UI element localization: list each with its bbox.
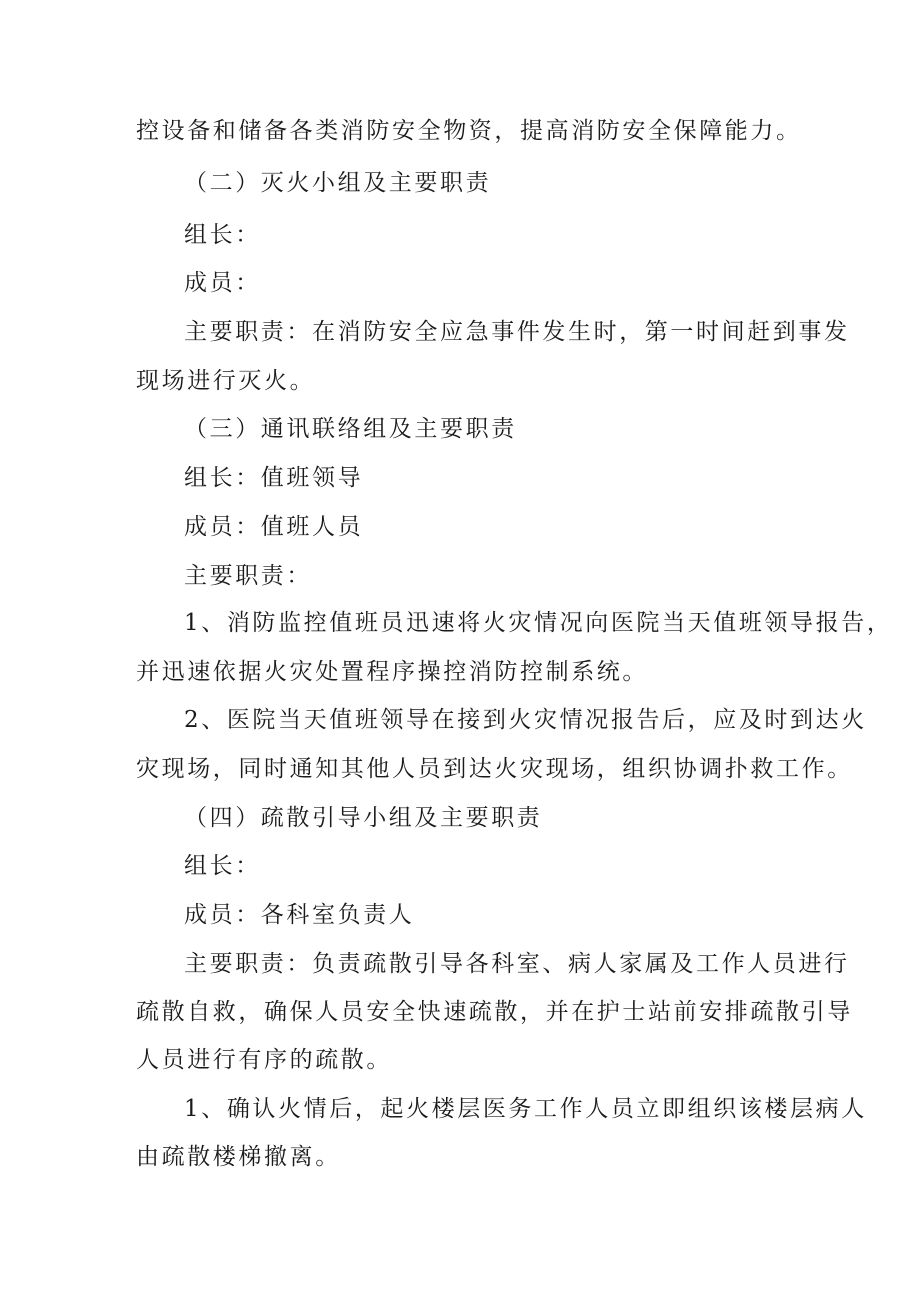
duty-line: 主要职责：负责疏散引导各科室、病人家属及工作人员进行 — [184, 951, 850, 977]
leader-line: 组长：值班领导 — [184, 465, 364, 491]
leader-line: 组长： — [184, 222, 261, 248]
duty-label: 主要职责： — [184, 563, 312, 589]
members-line: 成员：各科室负责人 — [184, 902, 415, 928]
duty-line: 主要职责：在消防安全应急事件发生时，第一时间赶到事发 — [184, 319, 850, 345]
duty-line-continuation: 现场进行灭火。 — [136, 368, 316, 394]
paragraph-continuation: 控设备和储备各类消防安全物资，提高消防安全保障能力。 — [136, 118, 802, 144]
list-item-2: 2、医院当天值班领导在接到火灾情况报告后，应及时到达火 — [184, 707, 867, 733]
members-line: 成员： — [184, 270, 261, 296]
section-heading-evacuation: （四）疏散引导小组及主要职责 — [184, 805, 543, 831]
duty-line-continuation: 人员进行有序的疏散。 — [136, 1047, 392, 1073]
list-item-1: 1、确认火情后，起火楼层医务工作人员立即组织该楼层病人 — [184, 1096, 867, 1122]
list-item-2-continuation: 灾现场，同时通知其他人员到达火灾现场，组织协调扑救工作。 — [136, 756, 853, 782]
list-item-1-continuation: 并迅速依据火灾处置程序操控消防控制系统。 — [136, 659, 648, 685]
leader-line: 组长： — [184, 853, 261, 879]
list-item-1: 1、消防监控值班员迅速将火灾情况向医院当天值班领导报告， — [184, 610, 893, 636]
list-item-1-continuation: 由疏散楼梯撤离。 — [136, 1144, 341, 1170]
members-line: 成员：值班人员 — [184, 514, 364, 540]
section-heading-fire-fighting: （二）灭火小组及主要职责 — [184, 170, 492, 196]
section-heading-communication: （三）通讯联络组及主要职责 — [184, 416, 517, 442]
duty-line-continuation: 疏散自救，确保人员安全快速疏散，并在护士站前安排疏散引导 — [136, 999, 853, 1025]
